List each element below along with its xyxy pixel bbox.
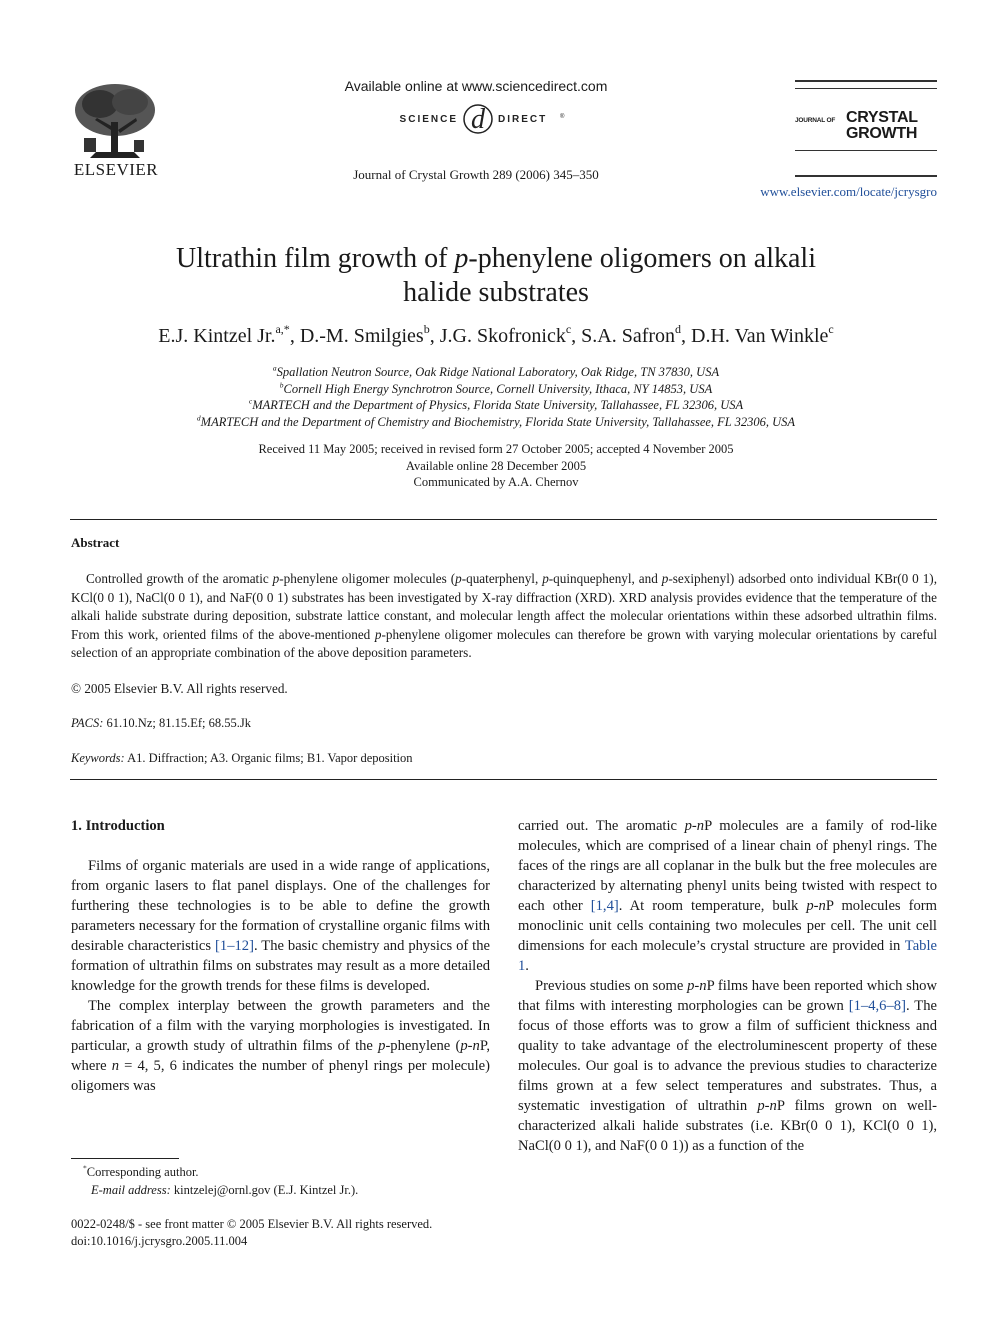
journal-logo-rule — [795, 88, 937, 89]
citation-link[interactable]: [1–12] — [215, 938, 254, 954]
section-divider — [70, 779, 937, 780]
author: E.J. Kintzel Jr.$^{a,*}$, — [158, 322, 300, 347]
journal-citation: Journal of Crystal Growth 289 (2006) 345–350 — [353, 167, 599, 182]
communicated-by: Communicated by A.A. Chernov — [413, 475, 579, 489]
abstract-text: Controlled growth of the aromatic p-phenylene oligomer molecules (p-quaterphenyl, p-quinquephenyl, and p-sexiphenyl) adsorbed onto individual KBr(0 0 1), KCl(0 0 1), NaCl(0 0 1), and NaF(0 0 1) substrates has been investigated by X-ray diffraction (XRD). XRD analysis provides evidence that the temperature of the alkali halide substrate during deposition, substrate lattice constant, and molecular length affect the molecular orientations within these adsorbed ultrathin films. From this work, oriented films of the above-mentioned p-phenylene oligomer molecules can therefore be grown with varying molecular orientations by careful selection of an appropriate combination of the above deposition parameters. — [71, 571, 937, 660]
paragraph: Films of organic materials are used in a wide range of applications, from organic lasers to flat panel displays. One of the challenges for furthering these technologies is to be able to define the growth parameters necessary for the formation of crystalline organic films with desirable characteristics [1–12]. The basic chemistry and physics of the formation of ultrathin films on substrates may result as a more detailed knowledge for the growth trends for these films is developed. — [71, 858, 490, 994]
paragraph: The complex interplay between the growth parameters and the fabrication of a film with the varying morphologies is investigated. In particular, a growth study of ultrathin films of the p-phenylene (p-nP, where n = 4, 5, 6 indicates the number of phenyl rings per molecule) oligomers was — [71, 998, 490, 1094]
affiliation: $^d$MARTECH and the Department of Chemistry and Biochemistry, Florida State University, Tallahassee, FL 32306, USA — [196, 413, 796, 429]
author: D.H. Van Winkle$^c$ — [691, 322, 834, 347]
issn-line: 0022-0248/$ - see front matter © 2005 Elsevier B.V. All rights reserved. — [71, 1217, 433, 1231]
sciencedirect-right: DIRECT — [498, 114, 548, 125]
citation-link[interactable]: [1,4] — [590, 898, 619, 914]
abstract-heading: Abstract — [71, 535, 120, 550]
journal-logo-rule — [795, 175, 937, 177]
author: J.G. Skofronick$^c$, — [439, 322, 582, 347]
author-list — [60, 322, 932, 348]
journal-logo-small: JOURNAL OF — [795, 117, 836, 124]
affiliations — [96, 364, 896, 430]
journal-logo-line2: GROWTH — [846, 125, 918, 142]
section-divider — [70, 519, 937, 520]
registered-mark: ® — [560, 114, 565, 120]
body-column-left — [71, 856, 490, 1096]
body-column-right — [518, 816, 937, 1156]
affiliation: $^a$Spallation Neutron Source, Oak Ridge National Laboratory, Oak Ridge, TN 37830, USA — [272, 363, 720, 379]
email-note: E-mail address: kintzelej@ornl.gov (E.J. Kintzel Jr.). — [91, 1183, 359, 1197]
journal-logo-rule — [795, 80, 937, 82]
available-date: Available online 28 December 2005 — [405, 458, 587, 473]
publisher-name: ELSEVIER — [73, 160, 159, 179]
citation-link[interactable]: [1–4,6–8] — [848, 998, 906, 1014]
footnote-rule — [71, 1158, 179, 1159]
journal-url-link[interactable]: www.elsevier.com/locate/jcrysgro — [760, 184, 937, 199]
received-dates: Received 11 May 2005; received in revised form 27 October 2005; accepted 4 November 2005 — [258, 442, 734, 456]
sciencedirect-left: SCIENCE — [399, 114, 458, 125]
sciencedirect-logo — [360, 98, 592, 138]
author: D.-M. Smilgies$^b$, — [299, 322, 440, 347]
abstract-copyright: © 2005 Elsevier B.V. All rights reserved. — [71, 681, 288, 696]
journal-logo — [846, 110, 938, 142]
paragraph: carried out. The aromatic p-nP molecules are a family of rod-like molecules, which are comprised of a linear chain of phenyl rings. The faces of the rings are all coplanar in the bulk but the free molecules are characterized by alternating phenyl units being twisted with respect to each other [1,4]. At room temperature, bulk p-nP molecules form monoclinic unit cells containing two molecules per cell. The unit cell dimensions for each molecule’s crystal structure are provided in Table 1. — [518, 818, 938, 974]
doi-line: doi:10.1016/j.jcrysgro.2005.11.004 — [71, 1234, 248, 1248]
svg-text:d: d — [471, 104, 485, 135]
section-heading: 1. Introduction — [71, 818, 165, 834]
journal-logo-rule — [795, 150, 937, 151]
journal-logo-line1: CRYSTAL — [846, 109, 918, 126]
table-link[interactable]: Table 1 — [518, 938, 937, 974]
paragraph: Previous studies on some p-nP films have been reported which show that films with interesting morphologies can be grown [1–4,6–8]. The focus of those efforts was to grow a film of sufficient thickness and quality to take advantage of the electroluminescent property of these molecules. Our goal is to advance the previous studies to characterize films grown at a few select temperatures and substrates. Thus, a systematic investigation of ultrathin p-nP films grown on well-characterized alkali halide substrates (i.e. KBr(0 0 1), KCl(0 0 1), NaCl(0 0 1), and NaF(0 0 1)) as a function of the — [518, 978, 937, 1154]
author: S.A. Safron$^d$, — [581, 322, 692, 347]
keywords: Keywords: A1. Diffraction; A3. Organic films; B1. Vapor deposition — [71, 751, 413, 765]
article-history — [96, 441, 896, 491]
available-online-text: Available online at www.sciencedirect.com — [344, 78, 608, 94]
pacs-codes: PACS: 61.10.Nz; 81.15.Ef; 68.55.Jk — [71, 716, 251, 730]
corresponding-author-note: *Corresponding author. — [83, 1163, 199, 1179]
affiliation: $^b$Cornell High Energy Synchrotron Source, Cornell University, Ithaca, NY 14853, USA — [279, 379, 713, 396]
affiliation: $^c$MARTECH and the Department of Physics, Florida State University, Tallahassee, FL 32306, USA — [248, 396, 744, 413]
paper-title: Ultrathin film growth of p-phenylene oligomers on alkali halide substrates — [176, 243, 816, 308]
